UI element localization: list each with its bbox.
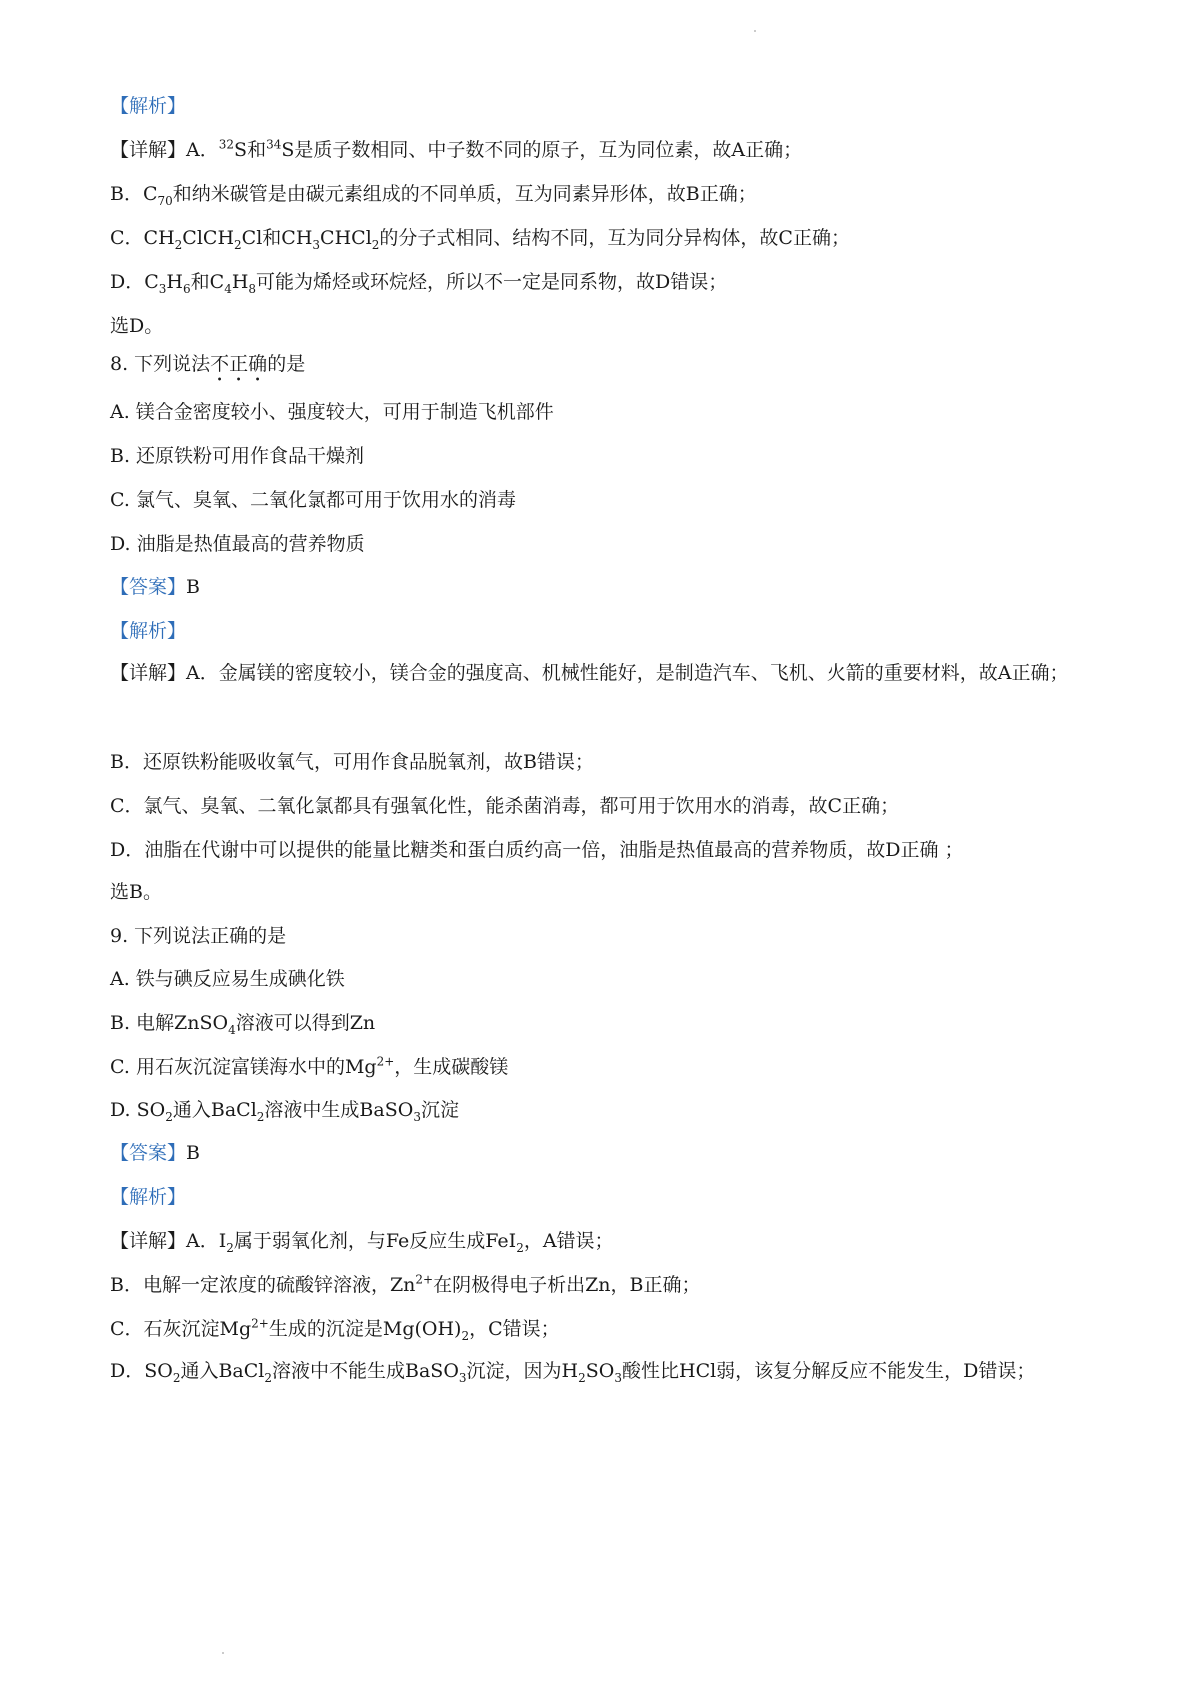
q7-choose: 选D。 xyxy=(110,315,164,337)
q8-option-b: B. 还原铁粉可用作食品干燥剂 xyxy=(110,445,365,467)
q7-detail-c: C．$CH_2ClCH_2Cl$和$CH_3CHCl_2$的分子式相同、结构不同，互为同分异构体，故C正确； xyxy=(110,227,850,252)
q8-detail-a: 【详解】A．金属镁的密度较小，镁合金的强度高、机械性能好，是制造汽车、飞机、火箭的重要材料，故A正确； xyxy=(110,662,1069,684)
q9-stem: 9. 下列说法正确的是 xyxy=(110,925,287,947)
scan-speck xyxy=(222,1652,224,1654)
q9-detail-c: C．石灰沉淀$Mg^{2+}$生成的沉淀是$Mg(OH)_2$，C错误； xyxy=(110,1316,560,1343)
q8-stem: 8. 下列说法不正确的是 xyxy=(110,353,306,375)
q9-option-a: A. 铁与碘反应易生成碘化铁 xyxy=(110,968,345,990)
q9-answer: 【答案】B xyxy=(110,1142,200,1164)
q7-detail-d: D．$C_3H_6$和$C_4H_8$可能为烯烃或环烷烃，所以不一定是同系物，故D错误； xyxy=(110,271,728,296)
q8-detail-b: B．还原铁粉能吸收氧气，可用作食品脱氧剂，故B错误； xyxy=(110,751,594,773)
q7-detail-b: B．$C_{70}$和纳米碳管是由碳元素组成的不同单质，互为同素异形体，故B正确； xyxy=(110,183,757,208)
analysis-tag: 【解析】 xyxy=(110,95,187,117)
q8-detail-d: D．油脂在代谢中可以提供的能量比糖类和蛋白质约高一倍，油脂是热值最高的营养物质，故D正确 ； xyxy=(110,839,964,861)
q8-detail-c: C．氯气、臭氧、二氧化氯都具有强氧化性，能杀菌消毒，都可用于饮用水的消毒，故C正确； xyxy=(110,795,900,817)
q9-option-c: C. 用石灰沉淀富镁海水中的$Mg^{2+}$，生成碳酸镁 xyxy=(110,1054,509,1078)
q8-choose: 选B。 xyxy=(110,881,162,903)
q8-option-d: D. 油脂是热值最高的营养物质 xyxy=(110,533,365,555)
q7-detail-a: 【详解】A．$^{32}$S和$^{34}$S是质子数相同、中子数不同的原子，互为同位素，故A正确； xyxy=(110,137,803,161)
q9-analysis-tag: 【解析】 xyxy=(110,1186,187,1208)
q8-option-a: A. 镁合金密度较小、强度较大，可用于制造飞机部件 xyxy=(110,401,554,423)
q9-detail-b: B．电解一定浓度的硫酸锌溶液，$Zn^{2+}$在阴极得电子析出Zn，B正确； xyxy=(110,1272,701,1296)
q9-option-d: D. $SO_2$通入BaCl$_2$溶液中生成BaSO$_3$沉淀 xyxy=(110,1099,459,1124)
q8-option-c: C. 氯气、臭氧、二氧化氯都可用于饮用水的消毒 xyxy=(110,489,516,511)
q9-detail-d: D．$SO_2$通入BaCl$_2$溶液中不能生成BaSO$_3$沉淀，因为$H_2SO_3$酸性比HCl弱，该复分解反应不能发生，D错误； xyxy=(110,1360,1036,1385)
q9-detail-a: 【详解】A．$I_2$属于弱氧化剂，与Fe反应生成FeI$_2$，A错误； xyxy=(110,1230,614,1255)
scan-speck xyxy=(754,30,756,32)
q9-option-b: B. 电解ZnSO$_4$溶液可以得到Zn xyxy=(110,1012,376,1037)
q8-analysis-tag: 【解析】 xyxy=(110,620,187,642)
q8-answer: 【答案】B xyxy=(110,576,200,598)
